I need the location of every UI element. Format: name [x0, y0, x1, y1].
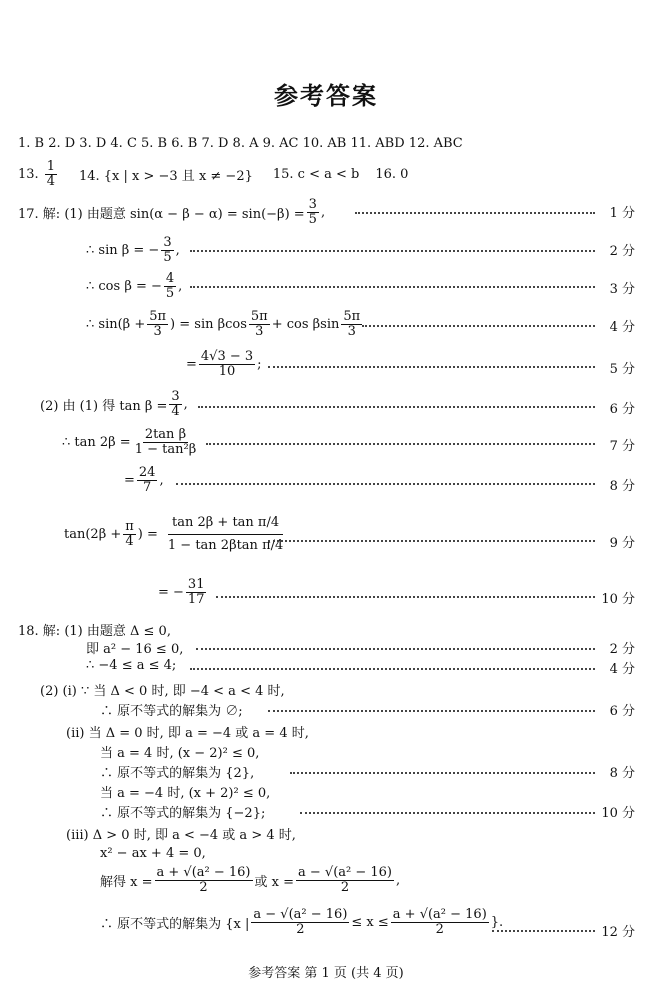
- q18-l14-frac-a: [251, 908, 349, 936]
- score-2: 2 分: [609, 244, 635, 259]
- q17-line-10: = − $\frac{31}{17}$: [158, 577, 205, 607]
- frac-den: 7: [143, 479, 152, 495]
- frac-den: 1 − tan²β: [134, 441, 197, 457]
- q17-line-3: ∴ cos β = − $\frac{4}{5}$ ,: [86, 271, 183, 301]
- q13-den: 4: [46, 173, 55, 189]
- leader-dots: [290, 772, 595, 774]
- score-q18-10: 10 分: [601, 806, 635, 821]
- q18-line-10: ∴ 原不等式的解集为 {−2};: [100, 806, 266, 821]
- frac-num: 2tan β: [144, 427, 187, 442]
- frac-den: 3: [347, 323, 356, 339]
- leader-dots: [198, 406, 595, 408]
- q18-line-1: 18. 解: (1) 由题意 Δ ≤ 0,: [18, 624, 171, 639]
- q17-l2-frac: [161, 236, 173, 264]
- q18-l13-frac-b: [296, 866, 394, 894]
- leader-dots: [492, 930, 595, 932]
- leader-dots: [355, 212, 595, 214]
- q13-num: 1: [46, 159, 55, 174]
- score-7: 7 分: [609, 439, 635, 454]
- q17-l7-frac: [133, 428, 199, 456]
- frac-num: 4: [165, 271, 175, 286]
- q18-l14-frac-b: [391, 908, 489, 936]
- score-6: 6 分: [609, 402, 635, 417]
- frac-num: 3: [308, 197, 317, 212]
- frac-den: 4: [125, 533, 134, 549]
- leader-dots: [268, 540, 595, 542]
- fill-answers: [18, 160, 408, 188]
- q17-l5-frac: [199, 350, 255, 378]
- q14-answer: 14. {x | x > −3 且 x ≠ −2}: [78, 168, 253, 184]
- leader-dots: [216, 596, 595, 598]
- frac-num: π: [125, 519, 134, 534]
- leader-dots: [190, 668, 595, 670]
- score-q18-8: 8 分: [609, 766, 635, 781]
- score-4: 4 分: [609, 320, 635, 335]
- q18-l13-frac-a: [155, 866, 253, 894]
- q17-line-6: (2) 由 (1) 得 tan β = $\frac{3}{4}$ ,: [40, 389, 188, 419]
- frac-num: a + √(a² − 16): [156, 865, 251, 880]
- q17-l9-frac: [164, 512, 287, 556]
- score-q18-4: 4 分: [609, 662, 635, 677]
- q17-l1-text: 17. 解: (1) 由题意 sin(α − β − α) = sin(−β) =: [18, 206, 305, 222]
- frac-num: a − √(a² − 16): [298, 865, 392, 880]
- q18-line-6: (ⅱ) 当 Δ = 0 时, 即 a = −4 或 a = 4 时,: [66, 726, 309, 741]
- q17-l8-frac: [137, 466, 158, 494]
- q17-l9-frac-a: [123, 520, 136, 548]
- frac-den: 4: [171, 403, 180, 419]
- q17-line-8: = $\frac{24}{7}$ ,: [124, 465, 164, 495]
- frac-num: 3: [163, 235, 172, 250]
- q17-l7-text: ∴ tan 2β =: [62, 434, 131, 450]
- frac-num: 31: [187, 577, 205, 592]
- q17-l4-mid1: ) = sin βcos: [170, 316, 247, 332]
- frac-den: 3: [153, 323, 162, 339]
- q17-line-1: 17. 解: (1) 由题意 sin(α − β − α) = sin(−β) = $\frac{3}{5}$ ,: [18, 197, 326, 227]
- score-q18-12: 12 分: [601, 925, 635, 940]
- leader-dots: [190, 286, 595, 288]
- q17-l4-text: ∴ sin(β +: [86, 316, 146, 332]
- q17-l9-text: tan(2β +: [64, 526, 122, 542]
- leader-dots: [268, 366, 595, 368]
- q18-line-14: [100, 908, 503, 936]
- q17-l4-mid2: + cos βsin: [271, 316, 340, 332]
- q18-line-2: 即 a² − 16 ≤ 0,: [86, 642, 184, 657]
- q18-line-8: ∴ 原不等式的解集为 {2},: [100, 766, 255, 781]
- frac-num: 5π: [149, 309, 167, 324]
- q18-l14-end: }.: [490, 914, 504, 930]
- frac-den: 3: [255, 323, 264, 339]
- frac-den: 2: [296, 921, 305, 937]
- q17-l3-text: ∴ cos β = −: [86, 278, 162, 294]
- q17-l1-frac: [307, 198, 319, 226]
- q18-line-13: 解得 x = $\frac{\text{a + √(a² − 16)}}{2}$ 或 x = $\frac{\text{a − √(a² − 16)}}{2}$ ,: [100, 865, 401, 895]
- q18-l13-mid: 或 x =: [254, 874, 294, 890]
- frac-den: 2: [199, 879, 208, 895]
- score-5: 5 分: [609, 362, 635, 377]
- frac-den: 5: [165, 285, 175, 301]
- q17-l4-frac-b: [249, 310, 270, 338]
- q18-line-3: ∴ −4 ≤ a ≤ 4;: [86, 658, 177, 673]
- frac-den: 17: [187, 591, 205, 607]
- leader-dots: [190, 250, 595, 252]
- frac-num: 24: [138, 465, 156, 480]
- q17-l10-frac: [186, 578, 207, 606]
- frac-num: 5π: [250, 309, 268, 324]
- leader-dots: [300, 812, 595, 814]
- q17-l2-text: ∴ sin β = −: [86, 242, 160, 258]
- q17-line-7: [62, 428, 200, 456]
- frac-num: 4√3 − 3: [200, 349, 254, 364]
- mc-answers: 1. B 2. D 3. D 4. C 5. B 6. B 7. D 8. A 9. AC 10. AB 11. ABD 12. ABC: [18, 136, 463, 151]
- q13-fraction: [45, 160, 57, 188]
- score-10: 10 分: [601, 592, 635, 607]
- q18-l13-text: 解得 x =: [100, 874, 153, 890]
- frac-den: 2: [435, 921, 444, 937]
- q18-line-12: x² − ax + 4 = 0,: [100, 846, 206, 861]
- leader-dots: [206, 443, 595, 445]
- q17-l4-frac-a: [147, 310, 168, 338]
- q17-line-9: tan(2β + $\frac{\pi}{4}$ ) = $\frac{\text{tan 2β + tan π/4}}{\text{1 − tan 2βtan π/4}}$: [64, 512, 289, 556]
- q17-line-2: ∴ sin β = − $\frac{3}{5}$ ,: [86, 235, 180, 265]
- q18-line-5: ∴ 原不等式的解集为 ∅;: [100, 704, 243, 719]
- q17-l4-frac-c: [341, 310, 362, 338]
- q17-l6-frac: [169, 390, 181, 418]
- score-3: 3 分: [609, 282, 635, 297]
- frac-num: 5π: [343, 309, 361, 324]
- leader-dots: [196, 648, 595, 650]
- q18-l14-text: ∴ 原不等式的解集为 {x |: [100, 916, 250, 932]
- q17-l6-text: (2) 由 (1) 得 tan β =: [40, 398, 168, 414]
- q17-l3-frac: [164, 272, 176, 300]
- frac-den: 5: [308, 211, 317, 227]
- frac-num: 3: [171, 389, 180, 404]
- q17-line-4: [86, 310, 364, 338]
- leader-dots: [362, 325, 595, 327]
- frac-den: 10: [218, 363, 236, 379]
- frac-num: a + √(a² − 16): [392, 907, 487, 922]
- page-title: 参考答案: [274, 82, 378, 110]
- q18-line-11: (ⅲ) Δ > 0 时, 即 a < −4 或 a > 4 时,: [66, 828, 296, 843]
- leader-dots: [268, 710, 595, 712]
- score-9: 9 分: [609, 536, 635, 551]
- score-q18-6: 6 分: [609, 704, 635, 719]
- frac-num: tan 2β + tan π/4: [168, 512, 283, 535]
- q18-line-9: 当 a = −4 时, (x + 2)² ≤ 0,: [100, 786, 271, 801]
- leader-dots: [176, 483, 595, 485]
- page-footer: 参考答案 第 1 页 (共 4 页): [248, 966, 404, 981]
- score-1: 1 分: [609, 206, 635, 221]
- q18-line-7: 当 a = 4 时, (x − 2)² ≤ 0,: [100, 746, 260, 761]
- score-8: 8 分: [609, 479, 635, 494]
- q13-label: 13.: [18, 166, 39, 182]
- frac-den: 2: [340, 879, 350, 895]
- frac-den: 5: [163, 249, 172, 265]
- q18-line-4: (2) (ⅰ) ∵ 当 Δ < 0 时, 即 −4 < a < 4 时,: [40, 684, 285, 699]
- q16-answer: 16. 0: [375, 166, 409, 182]
- q17-line-5: = $\frac{4√3 - 3}{10}$ ;: [186, 349, 262, 379]
- frac-num: a − √(a² − 16): [253, 907, 348, 922]
- score-q18-2: 2 分: [609, 642, 635, 657]
- frac-den: 1 − tan 2βtan π/4: [167, 537, 284, 553]
- q18-l14-mid: ≤ x ≤: [351, 914, 389, 930]
- q15-answer: 15. c < a < b: [272, 166, 360, 182]
